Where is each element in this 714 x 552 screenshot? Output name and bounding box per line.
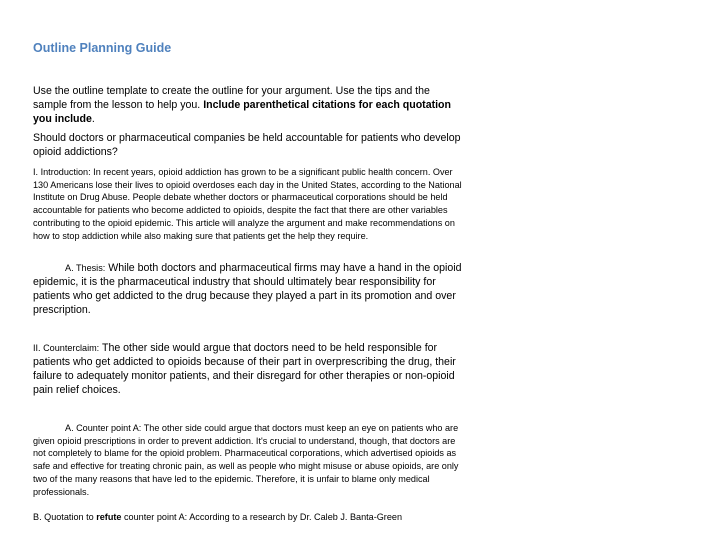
- quotation-bold-word: refute: [96, 512, 122, 522]
- essay-question: Should doctors or pharmaceutical companies be held accountable for patients who develop opioid addictions?: [33, 132, 461, 158]
- instructions-paragraph: [33, 84, 465, 126]
- quotation-text: counter point A: According to a research by Dr. Caleb J. Banta-Green: [121, 512, 403, 522]
- thesis-label: A. Thesis:: [65, 263, 106, 273]
- counterpoint-text: The other side could argue that doctors must keep an eye on patients who are given opioid prescriptions in order to prevent addiction. It's crucial to understand, though, that doctors are not completely to blame for the opioid problem. Pharmaceutical corporations, which advertised opioids as safe and effective for treating chronic pain, as well as people who might misuse or abuse opioids, are only two of the many reasons that have led to the epidemic. Therefore, it is unfair to blame only medical professionals.: [33, 423, 459, 497]
- introduction-section: [33, 166, 465, 242]
- page-title: Outline Planning Guide: [33, 41, 172, 55]
- thesis-section: [33, 261, 465, 317]
- counterclaim-text: The other side would argue that doctors need to be held responsible for patients who get addicted to opioids because of their part in overprescribing the drug, their failure to adequately monitor patients, and their disregard for other therapies or non-opioid pain relief choices.: [33, 342, 456, 396]
- thesis-text: While both doctors and pharmaceutical firms may have a hand in the opioid epidemic, it is the pharmaceutical industry that should ultimately bear responsibility for patients who get addicted to the drug because they played a part in its promotion and over prescription.: [33, 262, 462, 316]
- introduction-text: In recent years, opioid addiction has grown to be a significant public health concern. Over 130 Americans lose their lives to opioid overdoses each day in the United States, according to the National Institute on Drug Abuse. People debate whether doctors or pharmaceutical corporations should be held accountable for patients who become addicted to opioids, despite the fact that there are other variables contributing to the opioid epidemic. This article will analyze the argument and make recommendations on how to stop addiction while also making sure that patients get the help they require.: [33, 167, 462, 241]
- quotation-label: B. Quotation to: [33, 512, 97, 522]
- introduction-label: I. Introduction:: [33, 167, 91, 177]
- counterclaim-label: II. Counterclaim:: [33, 343, 100, 353]
- counterclaim-section: [33, 341, 465, 397]
- instructions-bold-text: Include parenthetical citations for each quotation you include: [33, 99, 451, 125]
- instructions-end: .: [91, 113, 95, 125]
- instructions-text: Use the outline template to create the outline for your argument. Use the tips and the sample from the lesson to help you.: [33, 85, 430, 111]
- quotation-section: [33, 511, 473, 524]
- counterpoint-a-section: [33, 422, 465, 498]
- counterpoint-label: A. Counter point A:: [65, 423, 142, 433]
